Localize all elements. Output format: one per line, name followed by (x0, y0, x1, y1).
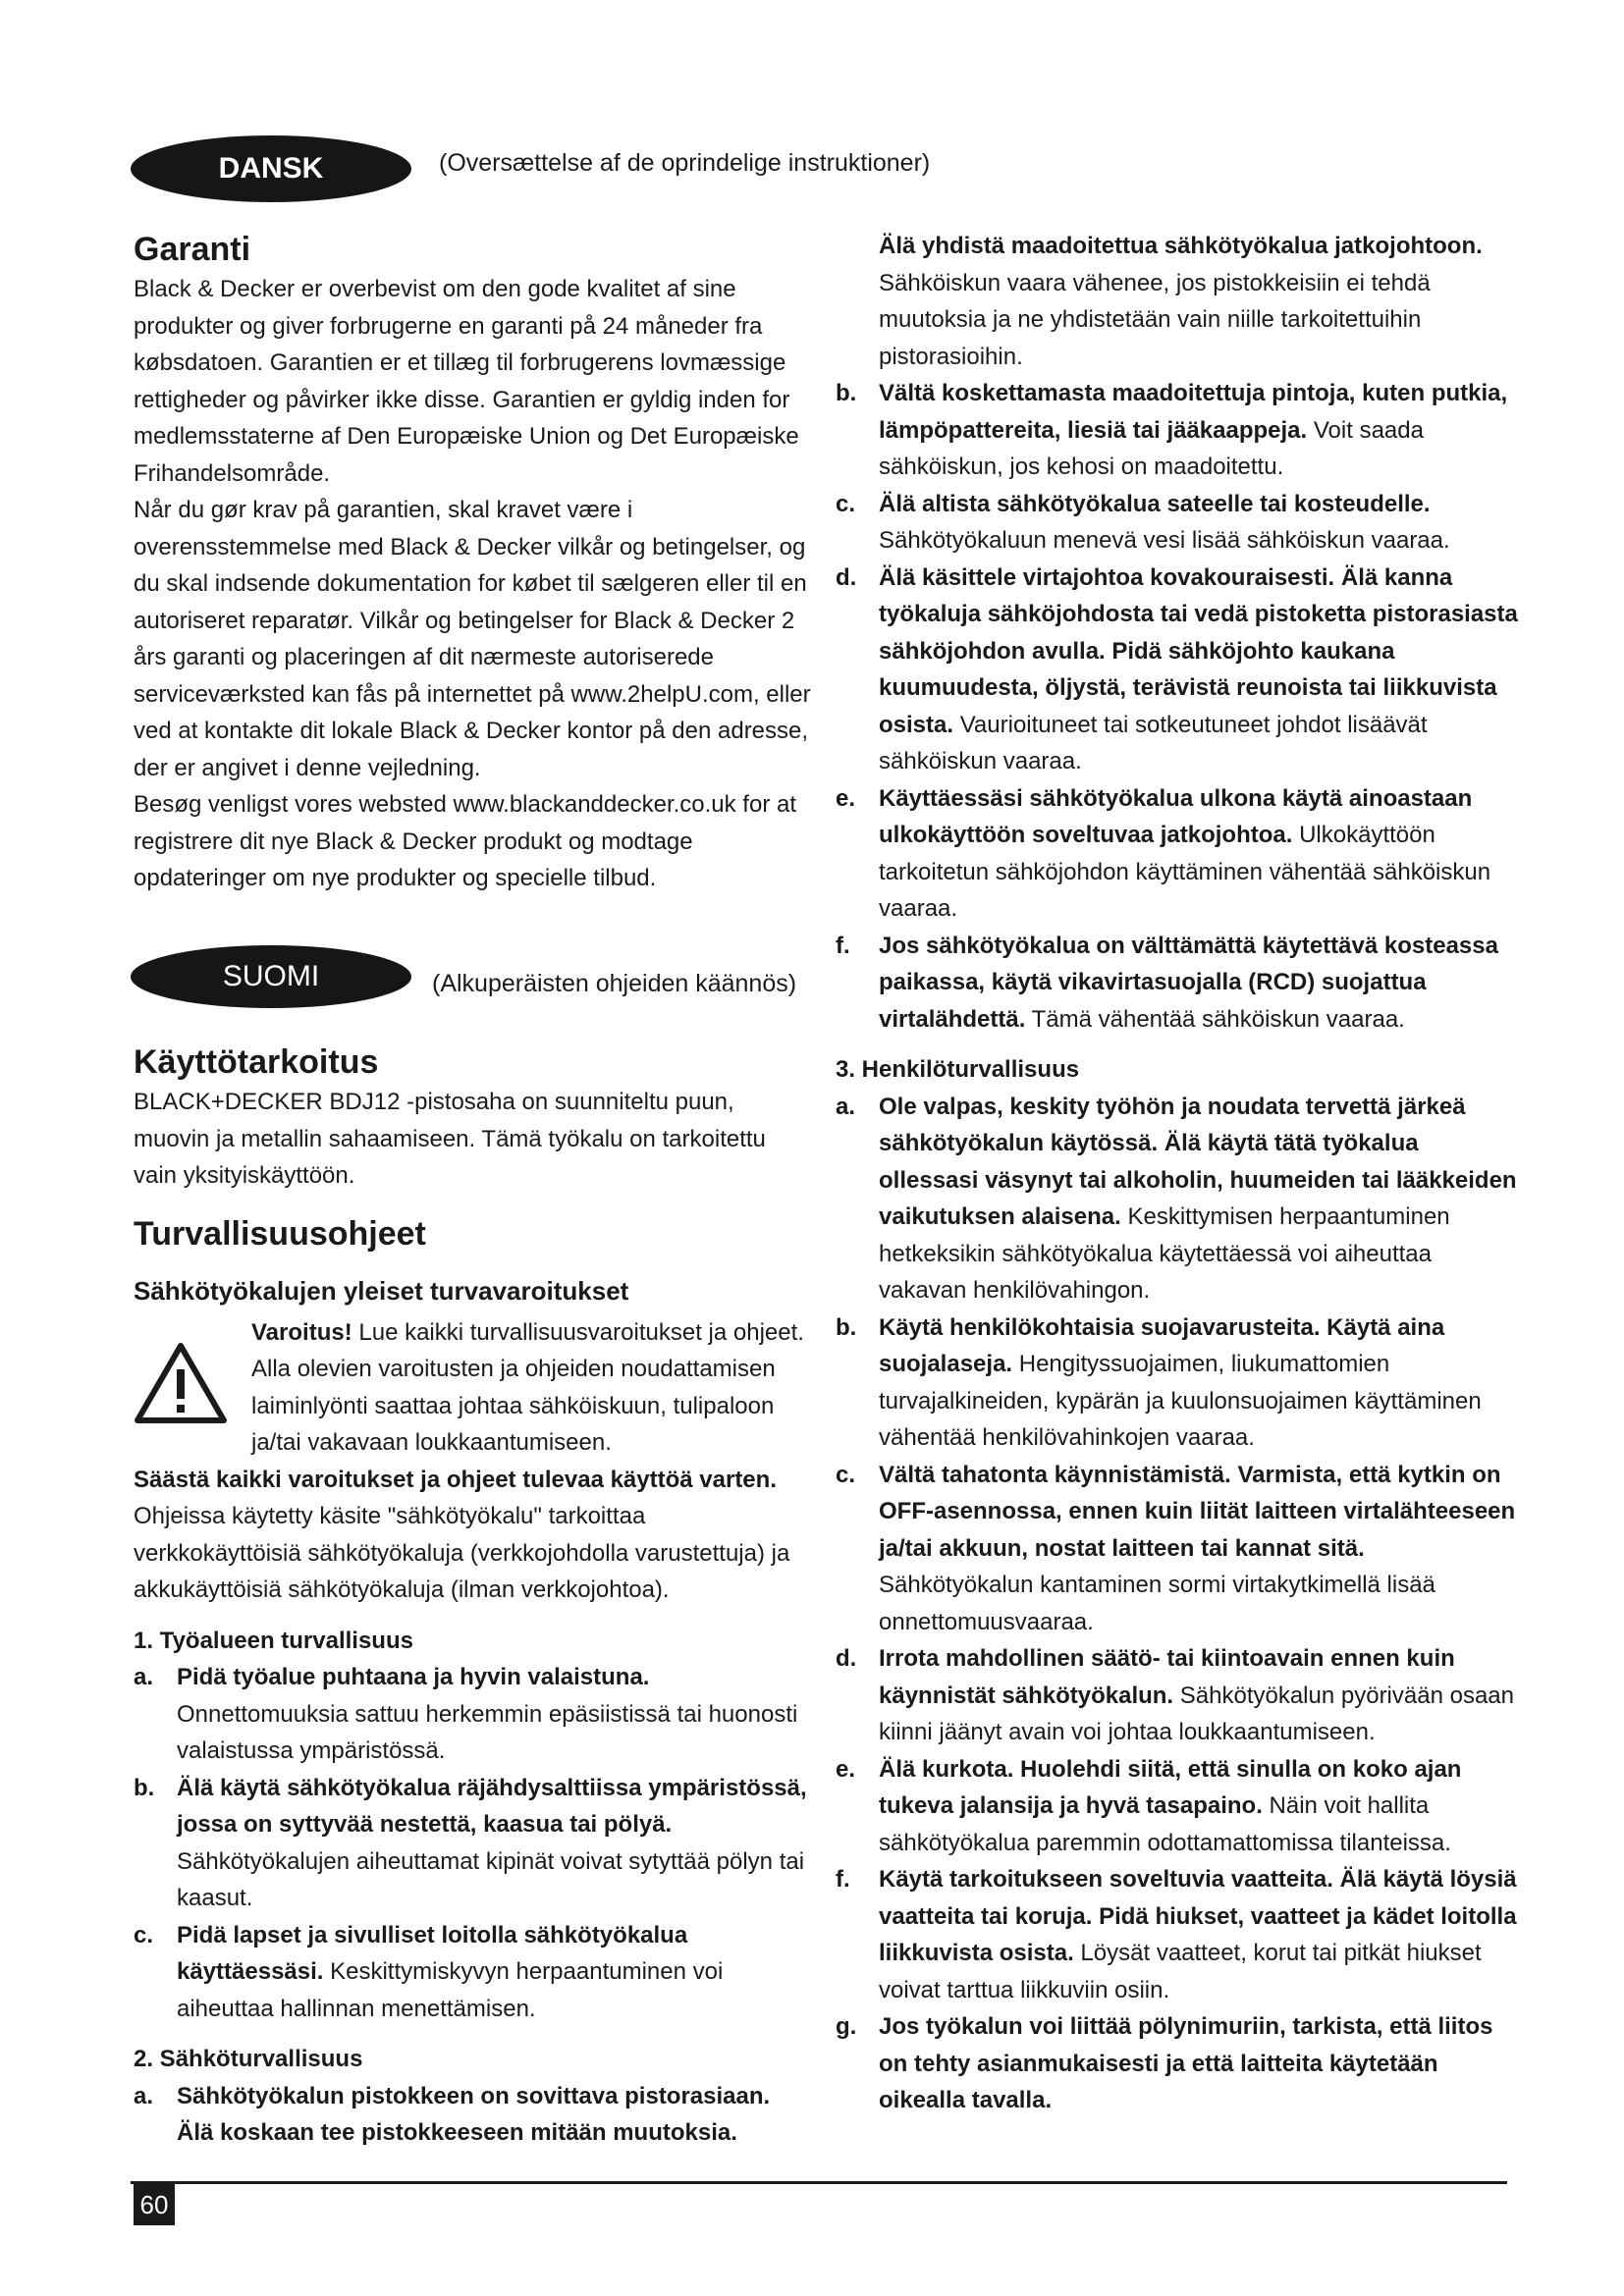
item-1a: a. Pidä työalue puhtaana ja hyvin valaistuna. Onnettomuuksia sattuu herkemmin epäsiistissä tai huonosti valaistussa ympäristössä. (134, 1664, 798, 1764)
item-3c: c. Vältä tahatonta käynnistämistä. Varmista, että kytkin on OFF-asennossa, ennen kuin liität laitteen virtalähteeseen ja/tai akkuun, nostat laitteen tai kannat sitä. Sähkötyökalun kantaminen sormi virtakytkimellä lisää onnettomuusvaaraa. (836, 1461, 1516, 1635)
heading-garanti: Garanti (134, 231, 251, 268)
translation-note-dansk: (Oversættelse af de oprindelige instruktioner) (439, 149, 931, 177)
item-2a: a. Sähkötyökalun pistokkeen on sovittava pistorasiaan. Älä koskaan tee pistokkeeseen mitään muutoksia. (134, 2082, 771, 2146)
translation-note-suomi: (Alkuperäisten ohjeiden käännös) (432, 970, 797, 997)
heading-general-warnings: Sähkötyökalujen yleiset turvavaroitukset (134, 1275, 629, 1306)
section-1-heading: 1. Työalueen turvallisuus (134, 1627, 413, 1654)
item-1b: b. Älä käytä sähkötyökalua räjähdysalttiissa ympäristössä, jossa on syttyvää nestettä, kaasua tai pölyä. Sähkötyökalujen aiheuttamat kipinät voivat sytyttää pölyn tai kaasut. (134, 1774, 807, 1911)
warning-label: Varoitus! (251, 1318, 352, 1346)
item-2d: d. Älä käsittele virtajohtoa kovakouraisesti. Älä kanna työkaluja sähköjohdosta tai vedä pistoketta pistorasiasta sähköjohdon avulla. Pidä sähköjohto kaukana kuumuudesta, öljystä, terävistä reunoista tai liikkuvista osista. Vaurioituneet tai sotkeutuneet johdot lisäävät sähköiskun vaaraa. (836, 563, 1518, 774)
heading-kayttotarkoitus: Käyttötarkoitus (134, 1043, 379, 1081)
suomi-section-right (836, 228, 1523, 2119)
warning-block (134, 1314, 811, 1462)
item-2a-continued: Älä yhdistä maadoitettua sähkötyökalua jatkojohtoon. Sähköiskun vaara vähenee, jos pistokkeisiin ei tehdä muutoksia ja ne yhdistetään vain niille tarkoitettuihin pistorasioihin. (879, 233, 1483, 370)
save-instructions-bold: Säästä kaikki varoitukset ja ohjeet tulevaa käyttöä varten. (134, 1466, 777, 1493)
item-3f: f. Käytä tarkoitukseen soveltuvia vaatteita. Älä käytä löysiä vaatteita tai koruja. Pidä hiukset, vaatteet ja kädet loitolla liikkuvista osista. Löysät vaatteet, korut tai pitkät hiukset voivat tarttua liikkuviin osiin. (836, 1866, 1517, 2003)
intended-use-text: BLACK+DECKER BDJ12 -pistosaha on suunniteltu puun, muovin ja metallin sahaamiseen. Tämä työkalu on tarkoitettu vain yksityiskäyttöön. (134, 1089, 766, 1189)
item-3g: g. Jos työkalun voi liittää pölynimuriin, tarkista, että liitos on tehty asianmukaisesti ja että laitteita käytetään oikealla tavalla. (836, 2013, 1493, 2113)
item-3e: e. Älä kurkota. Huolehdi siitä, että sinulla on koko ajan tukeva jalansija ja hyvä tasapaino. Näin voit hallita sähkötyökalua paremmin odottamattomissa tilanteissa. (836, 1755, 1462, 1856)
section-3-heading: 3. Henkilöturvallisuus (836, 1056, 1080, 1083)
warning-text: Lue kaikki turvallisuusvaroitukset ja ohjeet. Alla olevien varoitusten ja ohjeiden noudattamisen laiminlyönti saattaa johtaa sähköiskuun, tulipaloon ja/tai vakavaan loukkaantumiseen. (251, 1318, 804, 1456)
heading-turvallisuusohjeet: Turvallisuusohjeet (134, 1214, 426, 1253)
warning-triangle-icon (134, 1342, 228, 1424)
garanti-paragraph-1: Black & Decker er overbevist om den gode kvalitet af sine produkter og giver forbrugerne en garanti på 24 måneder fra købsdatoen. Garantien er et tillæg til forbrugerens lovmæssige rettigheder og påvirker ikke disse. Garantien er gyldig inden for medlemsstaterne af Den Europæiske Union og Det Europæiske Frihandelsområde. (134, 276, 799, 487)
language-badge-suomi: SUOMI (131, 945, 411, 1008)
item-3d: d. Irrota mahdollinen säätö- tai kiintoavain ennen kuin käynnistät sähkötyökalun. Sähkötyökalun pyörivään osaan kiinni jäänyt avain voi johtaa loukkaantumiseen. (836, 1645, 1514, 1745)
footer-rule (131, 2181, 1507, 2184)
item-3a: a. Ole valpas, keskity työhön ja noudata tervettä järkeä sähkötyökalun käytössä. Älä käytä tätä työkalua ollessasi väsynyt tai alkoholin, huumeiden tai lääkkeiden vaikutuksen alaisena. Keskittymisen herpaantuminen hetkeksikin sähkötyökalua käytettäessä voi aiheuttaa vakavan henkilövahingon. (836, 1093, 1517, 1304)
garanti-paragraph-2: Når du gør krav på garantien, skal kravet være i overensstemmelse med Black & Decker vilkår og betingelser, og du skal indsende dokumentation for købet til sælgeren eller til en autoriseret reparatør. Vilkår og betingelser for Black & Decker 2 års garanti og placeringen af dit nærmeste autoriserede serviceværksted kan fås på internettet på www.2helpU.com, eller ved at kontakte dit lokale Black & Decker kontor på den adresse, der er angivet i denne vejledning. (134, 497, 811, 781)
save-instructions-text: Ohjeissa käytetty käsite "sähkötyökalu" tarkoittaa verkkokäyttöisiä sähkötyökaluja (verkkojohdolla varustettuja) ja akkukäyttöisiä sähkötyökaluja (ilman verkkojohtoa). (134, 1503, 790, 1603)
page-number: 60 (134, 2184, 175, 2225)
section-2-heading: 2. Sähköturvallisuus (134, 2046, 363, 2072)
suomi-section-left (134, 1041, 811, 2152)
item-2f: f. Jos sähkötyökalua on välttämättä käytettävä kosteassa paikassa, käytä vikavirtasuojalla (RCD) suojattua virtalähdettä. Tämä vähentää sähköiskun vaaraa. (836, 932, 1498, 1033)
item-3b: b. Käytä henkilökohtaisia suojavarusteita. Käytä aina suojalaseja. Hengityssuojaimen, liukumattomien turvajalkineiden, kypärän ja kuulonsuojaimen käyttäminen vähentää henkilövahinkojen vaaraa. (836, 1313, 1482, 1451)
item-2e: e. Käyttäessäsi sähkötyökalua ulkona käytä ainoastaan ulkokäyttöön soveltuvaa jatkojohtoa. Ulkokäyttöön tarkoitetun sähköjohdon käyttäminen vähentää sähköiskun vaaraa. (836, 784, 1491, 922)
item-2b: b. Vältä koskettamasta maadoitettuja pintoja, kuten putkia, lämpöpattereita, liesiä tai jääkaappeja. Voit saada sähköiskun, jos kehosi on maadoitettu. (836, 380, 1508, 480)
garanti-paragraph-3: Besøg venligst vores websted www.blackanddecker.co.uk for at registrere dit nye Black & Decker produkt og modtage opdateringer om nye produkter og specielle tilbud. (134, 791, 796, 891)
language-badge-dansk: DANSK (131, 135, 411, 202)
item-1c: c. Pidä lapset ja sivulliset loitolla sähkötyökalua käyttäessäsi. Keskittymiskyvyn herpaantuminen voi aiheuttaa hallinnan menettämisen. (134, 1921, 724, 2022)
dansk-section (134, 228, 811, 897)
item-2c: c. Älä altista sähkötyökalua sateelle tai kosteudelle. Sähkötyökaluun menevä vesi lisää sähköiskun vaaraa. (836, 490, 1450, 554)
